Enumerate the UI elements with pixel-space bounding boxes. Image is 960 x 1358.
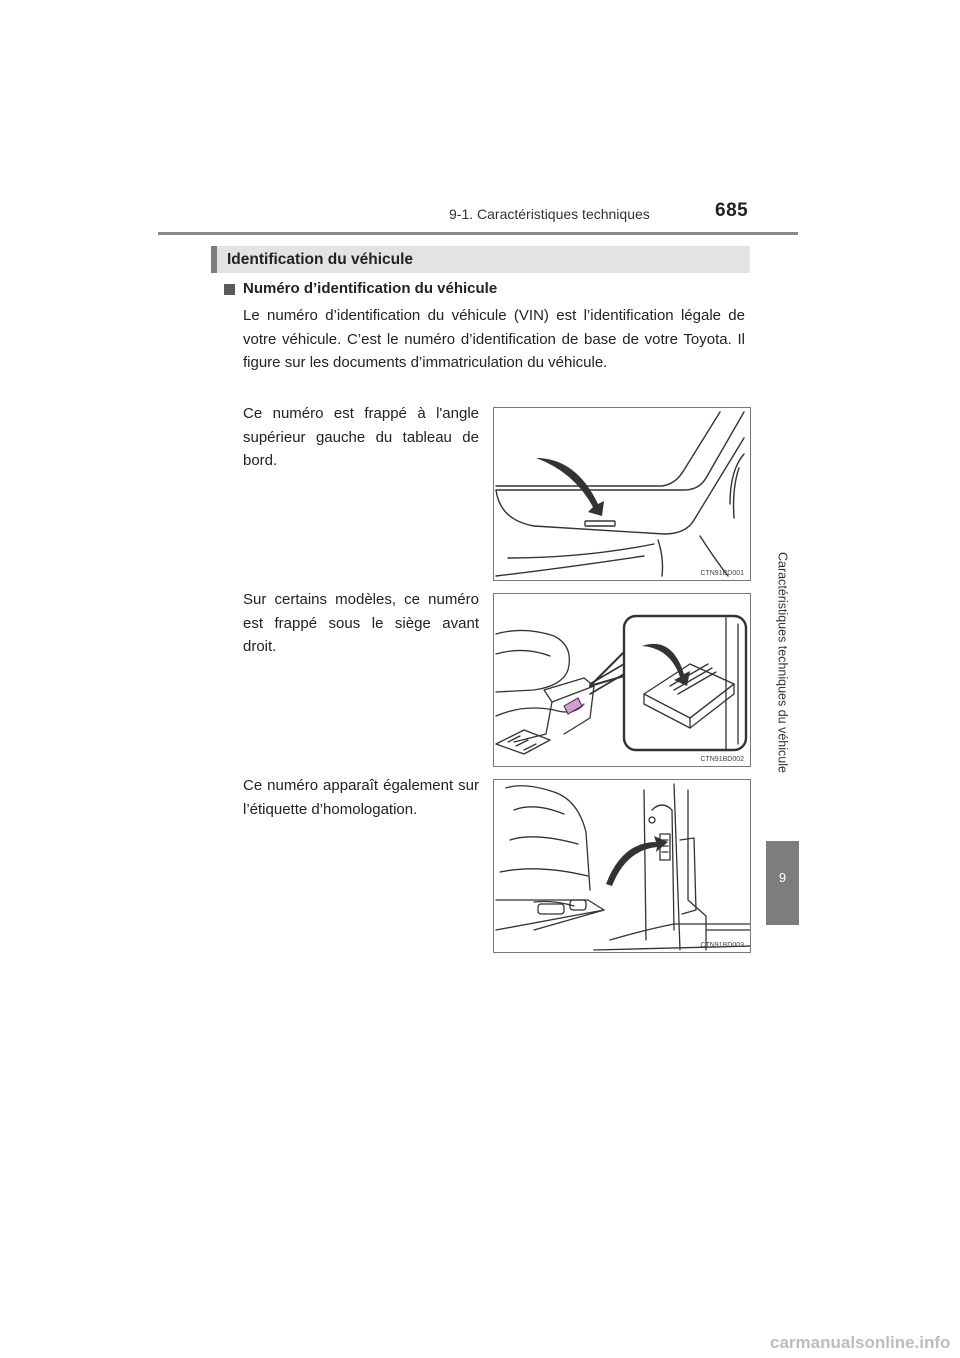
- running-header-section: 9-1. Caractéristiques techniques: [449, 206, 650, 222]
- intro-paragraph: Le numéro d’identification du véhicule (VIN) est l’identification légale de votre véhicule. C’est le numéro d’identification de base de votre Toyota. Il figure sur les documents d’immatriculation du véhicule.: [243, 307, 745, 371]
- section-title: Identification du véhicule: [211, 246, 750, 273]
- door-illustration-svg: [494, 780, 751, 953]
- figure-code: CTN91BD001: [700, 570, 744, 577]
- seat-vin-illustration: [493, 593, 751, 767]
- header-rule: [158, 232, 798, 235]
- door-label-illustration: [493, 779, 751, 953]
- square-bullet-icon: [224, 284, 235, 295]
- chapter-number: 9: [778, 870, 787, 885]
- dashboard-vin-illustration: [493, 407, 751, 581]
- watermark: carmanualsonline.info: [770, 1333, 951, 1352]
- pointer-arrow-icon: [606, 836, 668, 886]
- seat-illustration-svg: [494, 594, 751, 767]
- subheading: Numéro d’identification du véhicule: [243, 280, 498, 297]
- figure-code: CTN91BD003: [700, 942, 744, 949]
- chapter-side-title: Caractéristiques techniques du véhicule: [775, 552, 790, 773]
- figure-code: CTN91BD002: [700, 756, 744, 763]
- item-text-seat: Sur certains modèles, ce numéro est frappé sous le siège avant droit.: [243, 591, 479, 655]
- item-text-label: Ce numéro apparaît également sur l’étiquette d’homologation.: [243, 777, 479, 818]
- pointer-arrow-icon: [536, 458, 604, 516]
- dashboard-illustration-svg: [494, 408, 751, 581]
- page-number: 685: [715, 200, 749, 221]
- item-text-dashboard: Ce numéro est frappé à l'angle supérieur gauche du tableau de bord.: [243, 405, 479, 469]
